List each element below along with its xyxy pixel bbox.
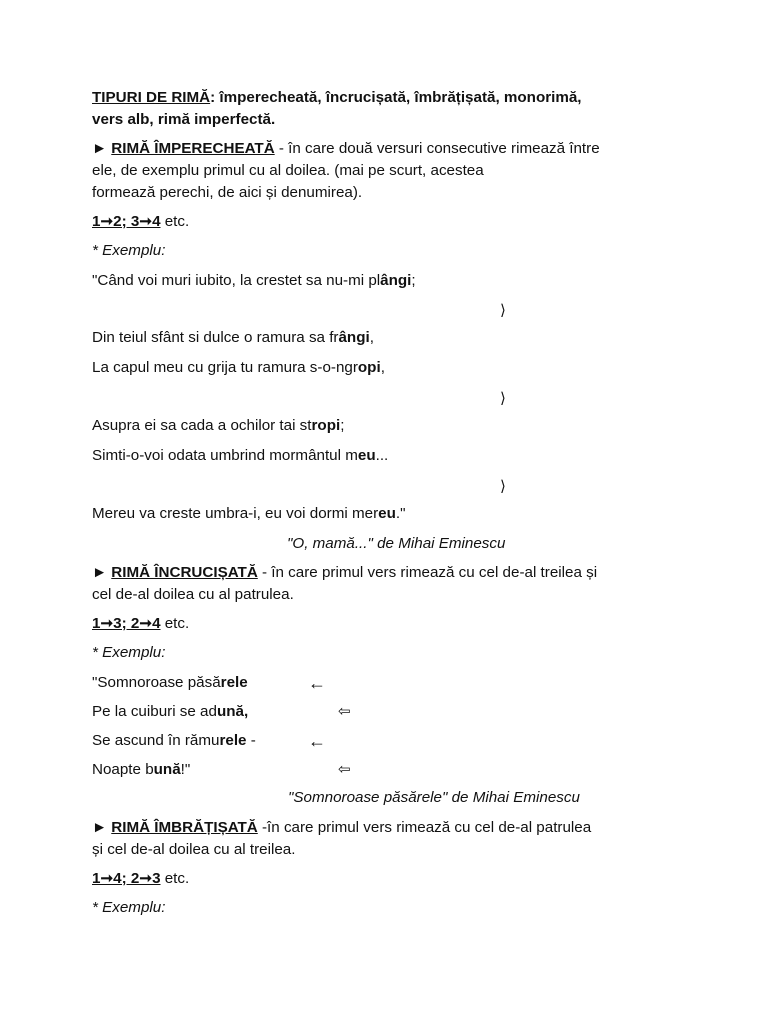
bullet-arrow: ► [92,140,112,157]
heading-description: - în care primul vers rimează cu cel de-al treilea și [257,564,598,581]
verse-line [92,672,248,694]
verse-rhyme: ângi [380,272,412,289]
verse-line [92,445,388,467]
verse-punct: ; [411,272,416,289]
hollow-arrow-left-icon: ⇦ [338,761,351,778]
section-heading-imperecheata [92,138,600,160]
description-line: ele, de exemplu primul cu al doilea. (mai pe scurt, acestea [92,162,484,179]
section-heading-imbratisata [92,817,591,839]
scheme-etc: etc. [160,213,190,230]
verse-punct: ." [395,505,406,522]
verse-text: Asupra ei sa cada a ochilor tai st [92,417,312,434]
verse-rhyme: ropi [311,417,341,434]
scheme-formula: 1➞3; 2➞4 [92,615,161,632]
verse-punct: - [246,732,256,749]
verse-line [92,415,344,437]
verse-punct: ... [375,447,389,464]
verse-punct: , [369,329,374,346]
verse-text: Din teiul sfânt si dulce o ramura sa fr [92,329,339,346]
scheme-etc: etc. [160,870,190,887]
verse-text: "Somnoroase păsă [92,674,221,691]
rhyme-scheme [92,613,189,635]
scheme-formula: 1➞4; 2➞3 [92,870,161,887]
description-line: și cel de-al doilea cu al treilea. [92,841,296,858]
verse-line [92,503,405,525]
heading-text: RIMĂ ÎNCRUCIȘATĂ [111,564,258,581]
poem-source: "O, mamă..." de Mihai Eminescu [287,535,506,552]
rhyme-scheme [92,211,189,233]
verse-line [92,759,190,781]
rhyme-scheme [92,868,189,890]
verse-rhyme: ângi [338,329,370,346]
verse-text: Mereu va creste umbra-i, eu voi dormi mer [92,505,379,522]
description-line: formează perechi, de aici și denumirea). [92,184,363,201]
example-label: * Exemplu: [92,644,166,661]
verse-rhyme: eu [378,505,396,522]
verse-line [92,327,374,349]
scheme-formula: 1➞2; 3➞4 [92,213,161,230]
verse-text: "Când voi muri iubito, la crestet sa nu-mi pl [92,272,381,289]
heading-description: -în care primul vers rimează cu cel de-al patrulea [257,819,592,836]
verse-line [92,357,385,379]
arrow-left-icon: ← [308,731,326,751]
verse-text: Noapte b [92,761,154,778]
verse-text: La capul meu cu grija tu ramura s-o-ngr [92,359,358,376]
heading-description: - în care două versuri consecutive rimează între [274,140,600,157]
document-title [92,87,582,109]
scheme-etc: etc. [160,615,190,632]
verse-text: Se ascund în rămu [92,732,220,749]
arrow-left-icon: ← [308,673,326,693]
title-list-continued: vers alb, rimă imperfectă. [92,111,276,128]
verse-rhyme: ună, [216,703,249,720]
verse-rhyme: rele [219,732,247,749]
example-label: * Exemplu: [92,242,166,259]
pair-bracket-icon: ⟩ [500,390,506,407]
bullet-arrow: ► [92,564,112,581]
description-line: cel de-al doilea cu al patrulea. [92,586,294,603]
verse-line [92,701,248,723]
verse-line [92,270,416,292]
section-heading-incrucisata [92,562,597,584]
verse-punct: ; [340,417,345,434]
verse-rhyme: opi [357,359,381,376]
example-label: * Exemplu: [92,899,166,916]
heading-text: RIMĂ ÎMBRĂȚIȘATĂ [111,819,258,836]
verse-rhyme: rele [220,674,248,691]
verse-text: Pe la cuiburi se ad [92,703,217,720]
heading-text: RIMĂ ÎMPERECHEATĂ [111,140,275,157]
bullet-arrow: ► [92,819,112,836]
title-list: : împerecheată, încrucișată, îmbrățișată, monorimă, [210,89,582,106]
title-label: TIPURI DE RIMĂ [92,89,211,106]
pair-bracket-icon: ⟩ [500,302,506,319]
verse-text: Simti-o-voi odata umbrind mormântul m [92,447,358,464]
hollow-arrow-left-icon: ⇦ [338,703,351,720]
pair-bracket-icon: ⟩ [500,478,506,495]
verse-line [92,730,256,752]
verse-rhyme: ună [153,761,181,778]
verse-rhyme: eu [357,447,376,464]
verse-punct: !" [180,761,191,778]
poem-source: "Somnoroase păsărele" de Mihai Eminescu [288,789,580,806]
verse-punct: , [380,359,385,376]
